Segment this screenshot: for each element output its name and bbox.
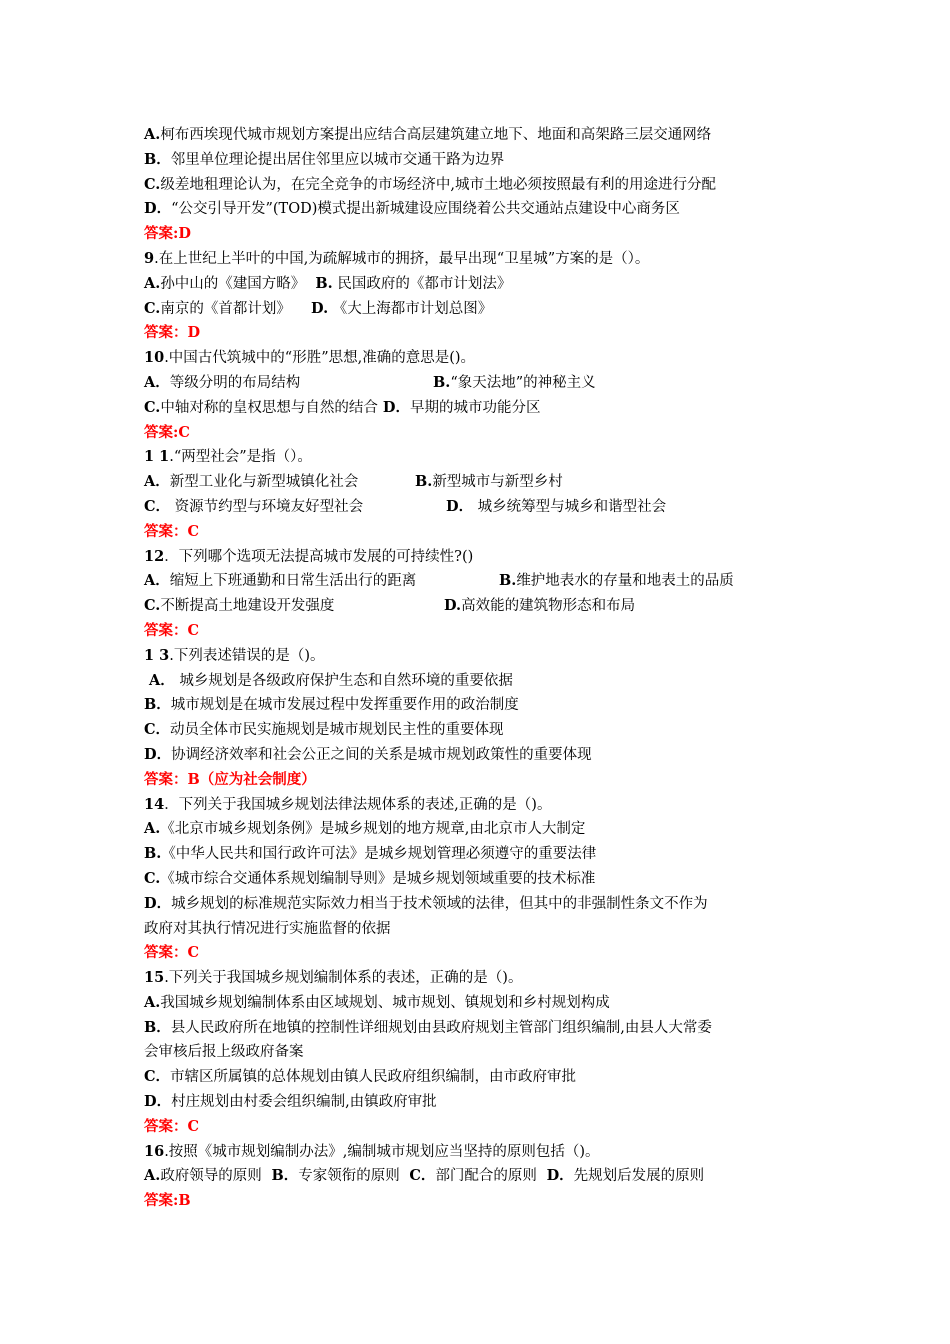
q14-answer: 答案：C [144, 944, 200, 962]
q11-option-d: D． 城乡统筹型与城乡和谐型社会 [446, 497, 667, 515]
q8-option-a: A.柯布西埃现代城市规划方案提出应结合高层建筑建立地下、地面和高架路三层交通网络 [144, 126, 712, 143]
q10-answer: 答案:C [144, 423, 190, 441]
q16-stem: 16.按照《城市规划编制办法》,编制城市规划应当坚持的原则包括（)。 [144, 1142, 600, 1160]
q13-option-a: A． 城乡规划是各级政府保护生态和自然环境的重要依据 [144, 671, 513, 689]
q14-option-d: D．城乡规划的标准规范实际效力相当于技术领域的法律，但其中的非强制性条文不作为 [144, 894, 708, 912]
q9-stem: 9.在上世纪上半叶的中国,为疏解城市的拥挤，最早出现“卫星城”方案的是（）。 [144, 249, 650, 267]
q14-stem: 14．下列关于我国城乡规划法律法规体系的表述,正确的是（)。 [144, 795, 552, 813]
q8-answer: 答案:D [144, 225, 191, 243]
q14-option-a: A.《北京市城乡规划条例》是城乡规划的地方规章,由北京市人大制定 [144, 820, 586, 838]
q15-option-b: B．县人民政府所在地镇的控制性详细规划由县政府规划主管部门组织编制,由县人大常委 [144, 1018, 712, 1036]
q12-option-c: C.不断提高土地建设开发强度 [144, 597, 335, 615]
q8-option-d: D．“公交引导开发”(TOD)模式提出新城建设应围绕着公共交通站点建设中心商务区 [144, 200, 680, 218]
q15-option-c: C．市辖区所属镇的总体规划由镇人民政府组织编制，由市政府审批 [144, 1068, 577, 1086]
q11-options-row2 [144, 495, 824, 520]
q9-answer: 答案：D [144, 324, 201, 342]
q11-options-row1 [144, 470, 824, 495]
q12-stem: 12．下列哪个选项无法提高城市发展的可持续性?() [144, 547, 474, 565]
q15-stem: 15.下列关于我国城乡规划编制体系的表述，正确的是（)。 [144, 969, 523, 987]
q15-answer: 答案：C [144, 1117, 200, 1135]
q10-stem: 10.中国古代筑城中的“形胜”思想,准确的意思是()。 [144, 349, 476, 367]
q8-option-b: B．邻里单位理论提出居住邻里应以城市交通干路为边界 [144, 150, 505, 168]
q10-option-a: A．等级分明的布局结构 [144, 373, 301, 391]
q12-option-b: B.维护地表水的存量和地表土的品质 [499, 572, 734, 590]
q9-options-row2: C.南京的《首都计划》 D. 《大上海都市计划总图》 [144, 299, 493, 317]
document-page [144, 123, 824, 1214]
q13-option-c: C．动员全体市民实施规划是城市规划民主性的重要体现 [144, 721, 504, 739]
q10-option-b: B.“象天法地”的神秘主义 [433, 373, 596, 391]
q9-options-row1: A.孙中山的《建国方略》 B. 民国政府的《都市计划法》 [144, 274, 512, 292]
q15-option-a: A.我国城乡规划编制体系由区域规划、城市规划、镇规划和乡村规划构成 [144, 993, 610, 1011]
q12-options-row2 [144, 594, 824, 619]
q15-option-d: D．村庄规划由村委会组织编制,由镇政府审批 [144, 1093, 437, 1111]
q12-option-d: D.高效能的建筑物形态和布局 [444, 597, 636, 615]
q11-answer: 答案：C [144, 522, 200, 540]
q12-options-row1 [144, 569, 824, 594]
q13-stem: 1 3.下列表述错误的是（)。 [144, 646, 325, 664]
q12-answer: 答案：C [144, 621, 200, 639]
q11-option-c: C． 资源节约型与环境友好型社会 [144, 497, 364, 515]
q10-options-row1 [144, 371, 824, 396]
q16-options: A.政府领导的原则 B．专家领衔的原则 C．部门配合的原则 D．先规划后发展的原则 [144, 1167, 705, 1185]
q15-option-b-cont: 会审核后报上级政府备案 [144, 1044, 304, 1061]
q13-option-b: B．城市规划是在城市发展过程中发挥重要作用的政治制度 [144, 696, 519, 714]
q11-option-a: A．新型工业化与新型城镇化社会 [144, 473, 359, 491]
q14-option-c: C.《城市综合交通体系规划编制导则》是城乡规划领域重要的技术标准 [144, 869, 596, 887]
q11-stem: 1 1.“两型社会”是指（）。 [144, 448, 312, 466]
q10-options-row2: C.中轴对称的皇权思想与自然的结合 D．早期的城市功能分区 [144, 398, 541, 416]
q14-option-b: B.《中华人民共和国行政许可法》是城乡规划管理必须遵守的重要法律 [144, 845, 597, 863]
q8-option-c: C.级差地租理论认为，在完全竞争的市场经济中,城市土地必须按照最有利的用途进行分配 [144, 175, 716, 193]
q11-option-b: B.新型城市与新型乡村 [415, 473, 563, 491]
q14-option-d-cont: 政府对其执行情况进行实施监督的依据 [144, 920, 391, 937]
q12-option-a: A．缩短上下班通勤和日常生活出行的距离 [144, 572, 417, 590]
q16-answer: 答案:B [144, 1192, 191, 1210]
q13-answer: 答案：B（应为社会制度） [144, 770, 316, 788]
q13-option-d: D．协调经济效率和社会公正之间的关系是城市规划政策性的重要体现 [144, 745, 592, 763]
